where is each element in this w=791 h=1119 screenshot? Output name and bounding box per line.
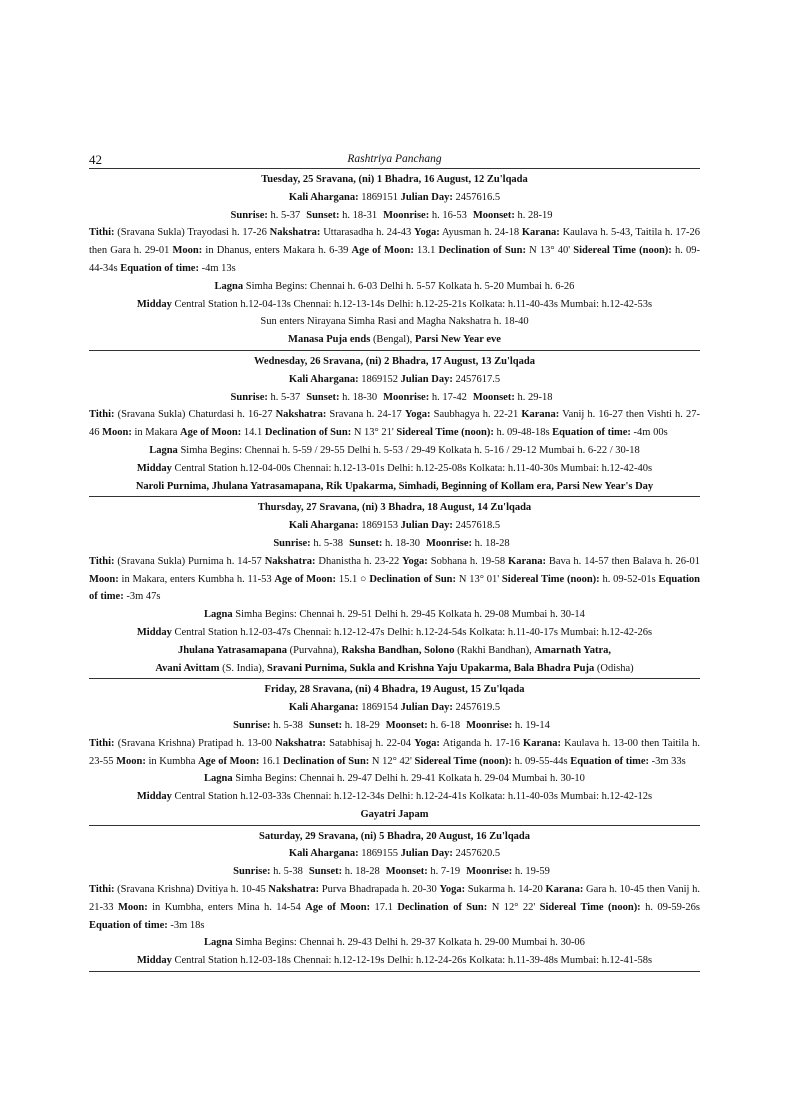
- sun-moon-line: [89, 863, 700, 881]
- festival-text: (Odisha): [594, 662, 634, 674]
- festival-text: (S. India),: [219, 662, 267, 674]
- detail-label: Sidereal Time (noon):: [414, 755, 512, 767]
- festival-text: Parsi New Year eve: [414, 334, 501, 346]
- ahargana-line: [89, 845, 700, 863]
- detail-value: 14.1: [241, 427, 265, 439]
- festival-text: Gayatri Japam: [360, 808, 429, 820]
- detail-label: Tithi:: [89, 409, 115, 421]
- detail-value: -3m 33s: [649, 755, 686, 767]
- kali-label: Kali Ahargana:: [288, 848, 359, 860]
- panchang-details: [89, 553, 700, 606]
- detail-label: Equation of time:: [89, 919, 168, 931]
- page-number: 42: [89, 152, 102, 167]
- detail-value: Ayusman h. 24-18: [439, 227, 522, 239]
- detail-value: h. 09-55-44s: [511, 755, 571, 767]
- detail-label: Yoga:: [414, 737, 440, 749]
- day-entry: [89, 497, 700, 679]
- sun-moon-label: Sunset:: [306, 209, 340, 221]
- detail-label: Moon:: [89, 573, 119, 585]
- detail-value: in Kumbha, enters Mina h. 14-54: [147, 901, 306, 913]
- detail-label: Yoga:: [414, 227, 440, 239]
- midday-value: Central Station h.12-03-33s Chennai: h.12-12-34s Delhi: h.12-24-41s Kolkata: h.11-40-03s Mumbai: h.12-42-12s: [174, 791, 653, 803]
- sun-moon-line: [89, 535, 700, 553]
- detail-value: h. 09-59-26s: [640, 901, 700, 913]
- kali-value: 1869155: [361, 848, 398, 860]
- festival-text: Avani Avittam: [155, 662, 220, 674]
- detail-label: Declination of Sun:: [397, 901, 488, 913]
- detail-value: 13.1: [413, 245, 439, 257]
- running-header: [89, 152, 700, 169]
- festival-text: (Bengal),: [370, 334, 415, 346]
- midday-value: Central Station h.12-03-47s Chennai: h.12-12-47s Delhi: h.12-24-54s Kolkata: h.11-40-17s Mumbai: h.12-42-26s: [174, 626, 653, 638]
- midday-line: [89, 460, 700, 478]
- detail-value: Atiganda h. 17-16: [439, 737, 524, 749]
- detail-label: Nakshatra:: [268, 884, 320, 896]
- lagna-label: Lagna: [204, 609, 233, 621]
- julian-label: Julian Day:: [400, 373, 453, 385]
- sun-moon-label: Sunrise:: [230, 209, 268, 221]
- sun-moon-label: Sunset:: [308, 866, 343, 878]
- midday-line: [89, 952, 700, 970]
- sun-moon-value: h. 18-28: [474, 537, 510, 549]
- kali-value: 1869152: [361, 373, 398, 385]
- detail-value: in Dhanus, enters Makara h. 6-39: [202, 245, 352, 257]
- lagna-value: Simha Begins: Chennai h. 29-51 Delhi h. 29-45 Kolkata h. 29-08 Mumbai h. 30-14: [235, 609, 585, 621]
- sun-moon-label: Moonset:: [385, 866, 428, 878]
- detail-value: Sobhana h. 19-58: [427, 555, 509, 567]
- festival-text: Amarnath Yatra,: [534, 644, 611, 656]
- detail-value: Satabhisaj h. 22-04: [325, 737, 415, 749]
- julian-label: Julian Day:: [400, 848, 453, 860]
- detail-label: Karana:: [545, 884, 584, 896]
- sun-moon-value: h. 18-29: [344, 719, 380, 731]
- detail-value: Bava h. 14-57 then Balava h. 26-01: [545, 555, 700, 567]
- detail-value: N 13° 01': [456, 573, 502, 585]
- lagna-value: Simha Begins: Chennai h. 29-47 Delhi h. 29-41 Kolkata h. 29-04 Mumbai h. 30-10: [235, 773, 585, 785]
- detail-label: Declination of Sun:: [369, 573, 457, 585]
- festival-line: [89, 660, 700, 678]
- day-list: [89, 169, 700, 972]
- sun-moon-label: Moonrise:: [425, 537, 473, 549]
- sun-moon-value: h. 5-38: [273, 719, 303, 731]
- detail-label: Moon:: [117, 901, 148, 913]
- lagna-label: Lagna: [204, 773, 233, 785]
- day-title: Thursday, 27 Sravana, (ni) 3 Bhadra, 18 August, 14 Zu'lqada: [257, 502, 532, 514]
- detail-label: Nakshatra:: [264, 555, 316, 567]
- sun-moon-line: [89, 207, 700, 225]
- detail-value: h. 09-44-34s: [89, 245, 700, 274]
- sun-moon-label: Sunrise:: [233, 719, 271, 731]
- kali-label: Kali Ahargana:: [288, 373, 359, 385]
- detail-value: 17.1: [370, 901, 398, 913]
- detail-value: Dhanistha h. 23-22: [315, 555, 403, 567]
- festival-text: Raksha Bandhan, Solono: [341, 644, 455, 656]
- detail-value: N 13° 40': [525, 245, 574, 257]
- midday-line: [89, 788, 700, 806]
- panchang-details: [89, 881, 700, 934]
- festival-text: (Rakhi Bandhan),: [454, 644, 535, 656]
- midday-line: [89, 624, 700, 642]
- midday-label: Midday: [136, 791, 172, 803]
- detail-value: -4m 00s: [630, 427, 668, 439]
- day-entry: [89, 679, 700, 825]
- sun-moon-value: h. 18-30: [384, 537, 420, 549]
- detail-label: Moon:: [102, 427, 132, 439]
- festival-text: Sravani Purnima, Sukla and Krishna Yaju Upakarma, Bala Bhadra Puja: [267, 662, 595, 674]
- ahargana-line: [89, 371, 700, 389]
- kali-label: Kali Ahargana:: [288, 520, 359, 532]
- lagna-line: [89, 934, 700, 952]
- detail-value: in Kumbha: [145, 755, 199, 767]
- festival-line: [89, 478, 700, 496]
- detail-value: -4m 13s: [198, 262, 236, 274]
- panchang-details: [89, 406, 700, 442]
- detail-value: (Sravana Krishna) Pratipad h. 13-00: [114, 737, 276, 749]
- sun-moon-value: h. 18-31: [342, 209, 378, 221]
- detail-label: Sidereal Time (noon):: [396, 427, 494, 439]
- sun-moon-value: h. 19-14: [514, 719, 550, 731]
- festival-text: (Purvahna),: [287, 644, 342, 656]
- detail-label: Nakshatra:: [269, 227, 321, 239]
- detail-value: Purva Bhadrapada h. 20-30: [319, 884, 440, 896]
- festival-text: Naroli Purnima, Jhulana Yatrasamapana, Rik Upakarma, Simhadi, Beginning of Kollam era, Parsi New Year's Day: [135, 480, 654, 492]
- midday-value: Central Station h.12-04-00s Chennai: h.12-13-01s Delhi: h.12-25-08s Kolkata: h.11-40-30s Mumbai: h.12-42-40s: [174, 462, 653, 474]
- sun-moon-label: Moonrise:: [383, 209, 430, 221]
- lagna-line: [89, 770, 700, 788]
- julian-value: 2457620.5: [455, 848, 501, 860]
- kali-value: 1869154: [361, 702, 398, 714]
- detail-value: N 13° 21': [351, 427, 397, 439]
- lagna-label: Lagna: [149, 444, 178, 456]
- day-entry: [89, 351, 700, 497]
- sun-moon-label: Moonset:: [472, 391, 515, 403]
- midday-line: [89, 296, 700, 314]
- detail-value: -3m 47s: [123, 591, 161, 603]
- ahargana-line: [89, 517, 700, 535]
- midday-value: Central Station h.12-03-18s Chennai: h.12-12-19s Delhi: h.12-24-26s Kolkata: h.11-39-48s Mumbai: h.12-41-58s: [174, 955, 653, 967]
- lagna-value: Simha Begins: Chennai h. 6-03 Delhi h. 5-57 Kolkata h. 5-20 Mumbai h. 6-26: [245, 280, 575, 292]
- kali-value: 1869151: [361, 191, 398, 203]
- detail-label: Moon:: [172, 245, 203, 257]
- midday-label: Midday: [136, 955, 172, 967]
- sun-moon-label: Sunset:: [306, 391, 340, 403]
- page: [89, 152, 700, 972]
- detail-label: Age of Moon:: [198, 755, 260, 767]
- sun-moon-value: h. 5-37: [270, 209, 301, 221]
- detail-label: Age of Moon:: [305, 901, 371, 913]
- julian-label: Julian Day:: [400, 520, 453, 532]
- sun-moon-label: Moonrise:: [466, 866, 513, 878]
- detail-label: Equation of time:: [570, 755, 650, 767]
- detail-label: Tithi:: [89, 227, 115, 239]
- detail-value: Gara h. 10-45 then Vanij h. 21-33: [89, 884, 701, 913]
- sun-moon-label: Moonset:: [472, 209, 515, 221]
- day-entry: [89, 169, 700, 351]
- detail-value: 15.1 ○: [336, 573, 370, 585]
- detail-label: Karana:: [523, 737, 561, 749]
- detail-value: Sravana h. 24-17: [326, 409, 405, 421]
- detail-label: Equation of time:: [89, 573, 700, 603]
- detail-label: Karana:: [508, 555, 546, 567]
- detail-value: Saubhagya h. 22-21: [430, 409, 522, 421]
- detail-value: -3m 18s: [167, 919, 205, 931]
- sun-moon-value: h. 16-53: [431, 209, 467, 221]
- detail-label: Tithi:: [89, 737, 115, 749]
- midday-value: Central Station h.12-04-13s Chennai: h.12-13-14s Delhi: h.12-25-21s Kolkata: h.11-40-43s Mumbai: h.12-42-53s: [174, 298, 653, 310]
- detail-label: Equation of time:: [552, 427, 631, 439]
- detail-label: Yoga:: [439, 884, 466, 896]
- sun-moon-value: h. 7-19: [430, 866, 461, 878]
- detail-value: Kaulava h. 13-00 then Taitila h. 23-55: [89, 737, 700, 767]
- kali-value: 1869153: [361, 520, 398, 532]
- julian-value: 2457619.5: [455, 702, 501, 714]
- sun-moon-value: h. 17-42: [431, 391, 467, 403]
- kali-label: Kali Ahargana:: [288, 191, 359, 203]
- detail-label: Age of Moon:: [274, 573, 337, 585]
- julian-label: Julian Day:: [400, 702, 453, 714]
- julian-value: 2457618.5: [455, 520, 501, 532]
- festival-text: Jhulana Yatrasamapana: [178, 644, 288, 656]
- lagna-line: [89, 442, 700, 460]
- detail-label: Sidereal Time (noon):: [539, 901, 641, 913]
- detail-label: Moon:: [116, 755, 146, 767]
- ahargana-line: [89, 699, 700, 717]
- sun-moon-value: h. 5-37: [270, 391, 301, 403]
- detail-value: in Makara: [131, 427, 180, 439]
- panchang-details: [89, 735, 700, 771]
- festival-line: [89, 806, 700, 824]
- lagna-value: Simha Begins: Chennai h. 29-43 Delhi h. 29-37 Kolkata h. 29-00 Mumbai h. 30-06: [235, 937, 585, 949]
- sun-moon-value: h. 28-19: [517, 209, 553, 221]
- detail-value: N 12° 42': [369, 755, 415, 767]
- sun-moon-value: h. 5-38: [313, 537, 344, 549]
- detail-value: in Makara, enters Kumbha h. 11-53: [118, 573, 275, 585]
- sun-moon-value: h. 5-38: [273, 866, 303, 878]
- sun-moon-label: Sunrise:: [273, 537, 311, 549]
- detail-label: Yoga:: [402, 555, 428, 567]
- detail-label: Karana:: [521, 409, 560, 421]
- lagna-line: [89, 606, 700, 624]
- festival-line: [89, 331, 700, 349]
- detail-value: (Sravana Krishna) Dvitiya h. 10-45: [114, 884, 269, 896]
- day-title: Friday, 28 Sravana, (ni) 4 Bhadra, 19 August, 15 Zu'lqada: [264, 684, 525, 696]
- detail-value: h. 09-52-01s: [599, 573, 659, 585]
- detail-value: h. 09-48-18s: [493, 427, 553, 439]
- detail-label: Declination of Sun:: [282, 755, 370, 767]
- festival-text: Manasa Puja ends: [288, 334, 371, 346]
- lagna-line: [89, 278, 700, 296]
- lagna-label: Lagna: [214, 280, 244, 292]
- detail-label: Age of Moon:: [179, 427, 242, 439]
- detail-value: Uttarasadha h. 24-43: [320, 227, 415, 239]
- detail-value: Kaulava h. 5-43, Taitila h. 17-26 then Gara h. 29-01: [89, 227, 701, 257]
- detail-label: Tithi:: [89, 884, 115, 896]
- festival-line: [89, 642, 700, 660]
- sun-moon-label: Sunrise:: [233, 866, 271, 878]
- sun-moon-label: Moonset:: [385, 719, 428, 731]
- detail-label: Equation of time:: [120, 262, 199, 274]
- detail-label: Tithi:: [89, 555, 115, 567]
- detail-label: Karana:: [521, 227, 560, 239]
- day-title: Tuesday, 25 Sravana, (ni) 1 Bhadra, 16 August, 12 Zu'lqada: [261, 174, 528, 185]
- sun-moon-value: h. 18-30: [342, 391, 378, 403]
- sun-moon-label: Sunset:: [349, 537, 383, 549]
- julian-value: 2457617.5: [455, 373, 501, 385]
- lagna-value: Simha Begins: Chennai h. 5-59 / 29-55 Delhi h. 5-53 / 29-49 Kolkata h. 5-16 / 29-12 Mumbai h. 6-22 / 30-18: [180, 444, 640, 456]
- julian-value: 2457616.5: [455, 191, 501, 203]
- running-title: Rashtriya Panchang: [347, 153, 442, 165]
- detail-value: (Sravana Sukla) Chaturdasi h. 16-27: [114, 409, 276, 421]
- sun-moon-line: [89, 389, 700, 407]
- julian-label: Julian Day:: [400, 191, 453, 203]
- sun-moon-value: h. 29-18: [517, 391, 553, 403]
- detail-label: Nakshatra:: [275, 737, 326, 749]
- detail-value: Vanij h. 16-27 then Vishti h. 27-46: [89, 409, 700, 439]
- sun-moon-label: Moonrise:: [466, 719, 513, 731]
- midday-label: Midday: [136, 298, 172, 310]
- detail-label: Nakshatra:: [275, 409, 327, 421]
- detail-value: Sukarma h. 14-20: [465, 884, 546, 896]
- sun-moon-line: [89, 717, 700, 735]
- sun-moon-value: h. 19-59: [514, 866, 550, 878]
- detail-value: N 12° 22': [487, 901, 540, 913]
- event-note: Sun enters Nirayana Simha Rasi and Magha Nakshatra h. 18-40: [260, 316, 529, 328]
- detail-value: (Sravana Sukla) Trayodasi h. 17-26: [114, 227, 270, 239]
- detail-label: Sidereal Time (noon):: [573, 245, 672, 257]
- detail-label: Sidereal Time (noon):: [501, 573, 600, 585]
- day-entry: [89, 826, 700, 972]
- detail-label: Declination of Sun:: [438, 245, 526, 257]
- kali-label: Kali Ahargana:: [288, 702, 359, 714]
- day-title: Saturday, 29 Sravana, (ni) 5 Bhadra, 20 August, 16 Zu'lqada: [258, 830, 531, 842]
- panchang-details: [89, 224, 700, 277]
- midday-label: Midday: [136, 462, 172, 474]
- midday-label: Midday: [136, 626, 172, 638]
- detail-label: Declination of Sun:: [264, 427, 352, 439]
- detail-label: Yoga:: [404, 409, 431, 421]
- sun-moon-label: Moonrise:: [383, 391, 430, 403]
- sun-moon-value: h. 6-18: [430, 719, 461, 731]
- sun-moon-label: Sunset:: [308, 719, 343, 731]
- day-title: Wednesday, 26 Sravana, (ni) 2 Bhadra, 17 August, 13 Zu'lqada: [254, 355, 535, 367]
- sun-moon-value: h. 18-28: [344, 866, 380, 878]
- detail-label: Age of Moon:: [351, 245, 414, 257]
- detail-value: (Sravana Sukla) Purnima h. 14-57: [114, 555, 265, 567]
- ahargana-line: [89, 189, 700, 207]
- sun-moon-label: Sunrise:: [230, 391, 268, 403]
- lagna-label: Lagna: [204, 937, 233, 949]
- detail-value: 16.1: [259, 755, 283, 767]
